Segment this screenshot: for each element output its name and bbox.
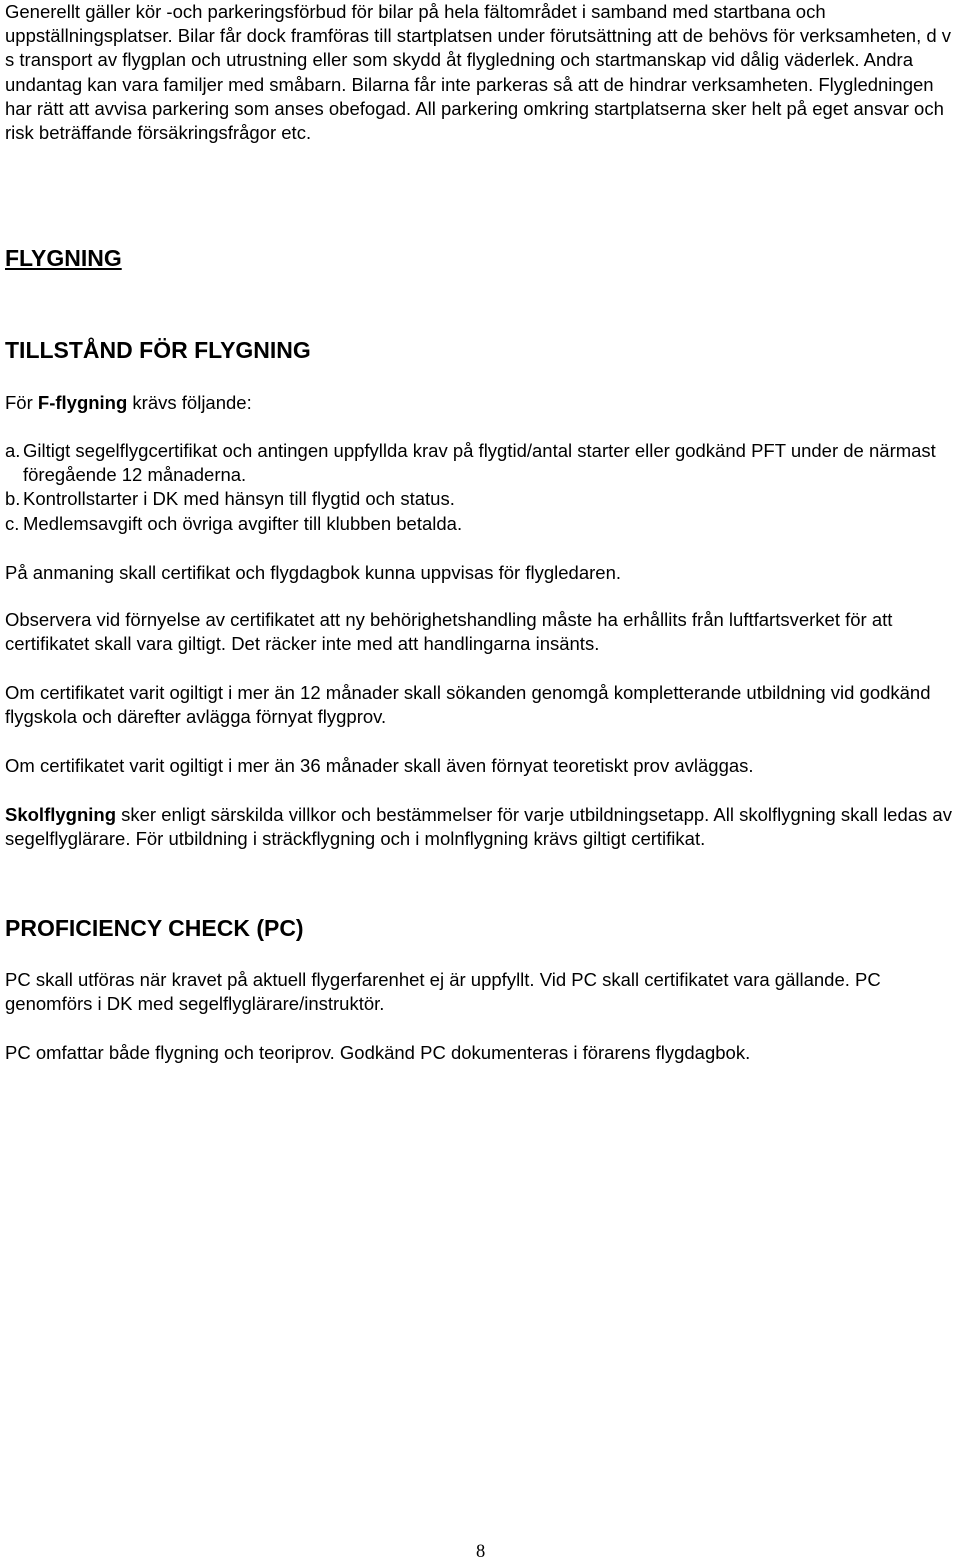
section-heading-pc: PROFICIENCY CHECK (PC) (5, 915, 304, 941)
list-item (5, 487, 960, 511)
paragraph-anmaning: På anmaning skall certifikat och flygdagbok kunna uppvisas för flygledaren. (5, 562, 621, 583)
section-heading-flygning: FLYGNING (5, 245, 122, 271)
list-marker: b. (5, 488, 21, 510)
list-item-text: Medlemsavgift och övriga avgifter till klubben betalda. (23, 512, 463, 534)
requirement-intro-post: krävs följande: (127, 392, 252, 413)
requirement-intro-bold: F-flygning (37, 392, 128, 413)
list-item-text: Giltigt segelflygcertifikat och antingen uppfyllda krav på flygtid/antal starter eller godkänd PFT under de närmast föregående 12 månaderna. (23, 440, 936, 486)
page-number: 8 (476, 1542, 486, 1562)
requirement-intro-pre: För (5, 392, 38, 413)
list-item (5, 439, 960, 487)
paragraph-36-manader: Om certifikatet varit ogiltigt i mer än 36 månader skall även förnyat teoretiskt prov avläggas. (5, 755, 754, 776)
paragraph-pc-1: PC skall utföras när kravet på aktuell flygerfarenhet ej är uppfyllt. Vid PC skall certifikatet vara gällande. PC genomförs i DK med segelflyglärare/instruktör. (5, 969, 881, 1015)
requirement-intro (5, 391, 960, 415)
list-item-text: Kontrollstarter i DK med hänsyn till flygtid och status. (23, 488, 455, 510)
paragraph-observera: Observera vid förnyelse av certifikatet att ny behörighetshandling måste ha erhållits från luftfartsverket för att certifikatet skall vara giltigt. Det räcker inte med att handlingarna insänts. (5, 609, 893, 655)
list-marker: a. (5, 440, 21, 461)
list-item (5, 512, 960, 536)
list-marker: c. (5, 512, 20, 534)
subheading-tillstand: TILLSTÅND FÖR FLYGNING (5, 337, 311, 363)
paragraph-pc-2: PC omfattar både flygning och teoriprov. Godkänd PC dokumenteras i förarens flygdagbok. (5, 1042, 751, 1063)
paragraph-skolflygning (5, 803, 960, 851)
requirement-list (5, 439, 960, 536)
paragraph-12-manader: Om certifikatet varit ogiltigt i mer än 12 månader skall sökanden genomgå kompletterande utbildning vid godkänd flygskola och därefter avlägga förnyat flygprov. (5, 682, 931, 728)
intro-paragraph: Generellt gäller kör -och parkeringsförbud för bilar på hela fältområdet i samband med startbana och uppställningsplatser. Bilar får dock framföras till startplatsen under förutsättning att de behövs för verksamheten, d v s transport av flygplan och utrustning eller som skydd åt flygledning och startmanskap vid dålig väderlek. Andra undantag kan vara familjer med småbarn. Bilarna får inte parkeras så att de hindrar verksamheten. Flygledningen har rätt att avvisa parkering som anses obefogad. All parkering omkring startplatserna sker helt på eget ansvar och risk beträffande försäkringsfrågor etc. (5, 1, 952, 144)
skolflygning-text: sker enligt särskilda villkor och bestämmelser för varje utbildningsetapp. All skolflygning skall ledas av segelflyglärare. För utbildning i sträckflygning och i molnflygning krävs giltigt certifikat. (5, 804, 952, 850)
skolflygning-bold: Skolflygning (5, 804, 116, 825)
